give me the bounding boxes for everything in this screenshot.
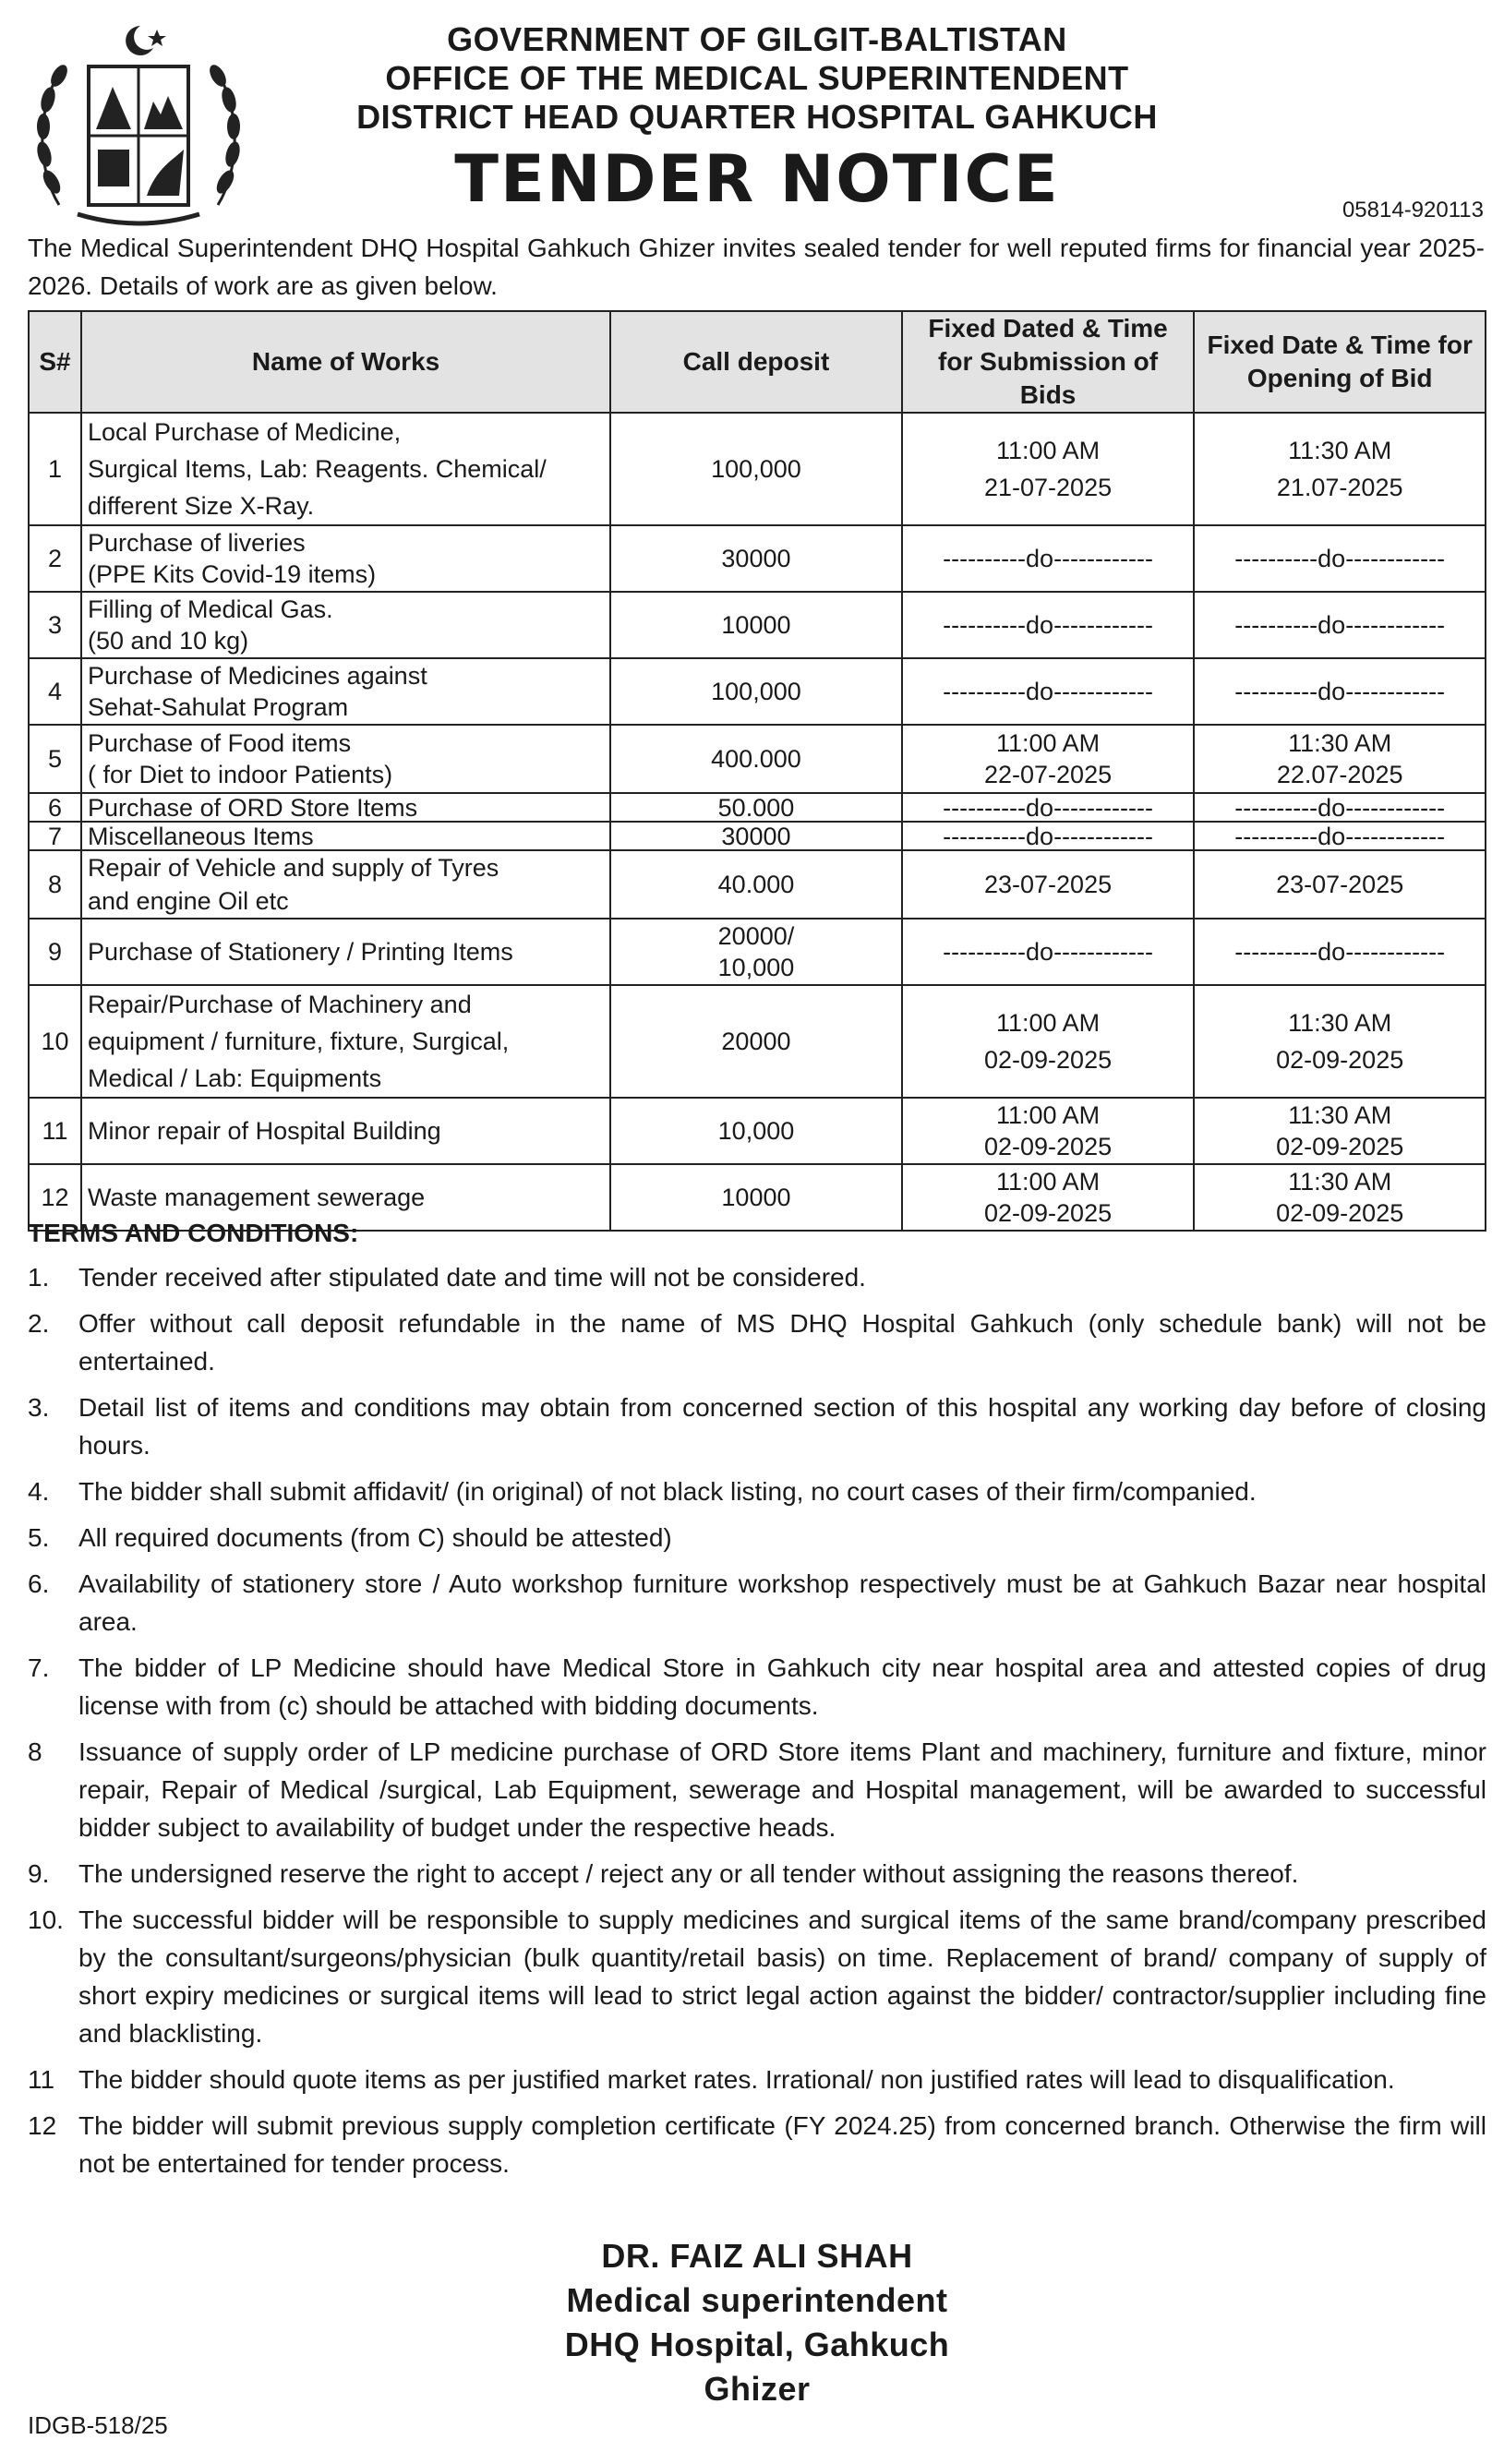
work-line: Repair/Purchase of Machinery and (88, 991, 472, 1018)
submission-date: 21-07-2025 (983, 474, 1113, 501)
row-deposit: 100,000 (610, 413, 902, 525)
row-deposit: 10,000 (610, 1098, 902, 1164)
term-text: Availability of stationery store / Auto workshop furniture workshop respectively must be at Gahkuch Bazar near hospital area. (78, 1569, 1486, 1636)
col-header-opening: Fixed Date & Time for Opening of Bid (1194, 311, 1486, 413)
list-item (28, 2061, 1486, 2098)
row-deposit: 10000 (610, 1164, 902, 1231)
table-row (29, 822, 1486, 850)
signatory-district: Ghizer (704, 2370, 811, 2408)
row-opening: ----------do------------ (1194, 658, 1486, 725)
office-heading: OFFICE OF THE MEDICAL SUPERINTENDENT (385, 59, 1129, 97)
term-number: 2. (28, 1309, 50, 1338)
row-submission: ----------do------------ (902, 525, 1195, 592)
row-submission: ----------do------------ (902, 658, 1195, 725)
row-opening: ----------do------------ (1194, 919, 1486, 985)
term-number: 10. (28, 1905, 64, 1934)
row-submission: ----------do------------ (902, 822, 1195, 850)
signatory-designation: Medical superintendent (566, 2281, 948, 2319)
row-sno: 6 (29, 793, 81, 822)
term-text: All required documents (from C) should be attested) (78, 1523, 672, 1552)
term-text: Offer without call deposit refundable in the name of MS DHQ Hospital Gahkuch (only schedule bank) will not be entertained. (78, 1309, 1486, 1376)
row-deposit: 50.000 (610, 793, 902, 822)
list-item (28, 1519, 1486, 1557)
term-text: The bidder will submit previous supply completion certificate (FY 2024.25) from concerned branch. Otherwise the firm will not be entertained for tender process. (78, 2111, 1486, 2178)
work-line: Medical / Lab: Equipments (88, 1064, 382, 1092)
row-opening (1194, 1164, 1486, 1231)
term-text: Detail list of items and conditions may obtain from concerned section of this hospital any working day before of closing hours. (78, 1393, 1486, 1460)
submission-time: 11:00 AM (996, 1009, 1101, 1037)
table-header-row (29, 311, 1486, 413)
row-opening: 23-07-2025 (1194, 850, 1486, 919)
list-item (28, 1855, 1486, 1893)
table-row (29, 985, 1486, 1098)
term-number: 4. (28, 1477, 50, 1506)
row-deposit: 30000 (610, 822, 902, 850)
list-item (28, 1388, 1486, 1464)
col-header-name: Name of Works (81, 311, 610, 413)
work-line: ( for Diet to indoor Patients) (88, 761, 393, 788)
work-line: equipment / furniture, fixture, Surgical, (88, 1028, 510, 1055)
row-work (81, 413, 610, 525)
col-header-submission: Fixed Dated & Time for Submission of Bids (902, 311, 1195, 413)
work-line: Repair of Vehicle and supply of Tyres (88, 854, 499, 882)
signatory-name: DR. FAIZ ALI SHAH (601, 2237, 913, 2275)
phone-number: 05814-920113 (1342, 198, 1484, 222)
table-row (29, 658, 1486, 725)
list-item (28, 1304, 1486, 1380)
list-item (28, 1901, 1486, 2052)
term-number: 11 (28, 2065, 55, 2094)
row-submission: ----------do------------ (902, 793, 1195, 822)
list-item (28, 1733, 1486, 1846)
opening-time: 11:30 AM (1288, 1009, 1392, 1037)
row-sno: 9 (29, 919, 81, 985)
row-deposit: 40.000 (610, 850, 902, 919)
col-header-deposit: Call deposit (610, 311, 902, 413)
row-opening (1194, 985, 1486, 1098)
row-opening: ----------do------------ (1194, 525, 1486, 592)
opening-time: 11:30 AM (1288, 729, 1392, 757)
term-number: 5. (28, 1523, 50, 1552)
row-work (81, 850, 610, 919)
row-submission: ----------do------------ (902, 592, 1195, 658)
gilgit-baltistan-emblem-icon (31, 20, 246, 234)
row-opening: ----------do------------ (1194, 793, 1486, 822)
row-work: Purchase of ORD Store Items (81, 793, 610, 822)
row-submission (902, 1164, 1195, 1231)
submission-time: 11:00 AM (996, 729, 1101, 757)
terms-list (28, 1258, 1486, 2191)
row-opening: ----------do------------ (1194, 592, 1486, 658)
opening-date: 02-09-2025 (1276, 1199, 1404, 1227)
tender-table (28, 310, 1486, 1232)
row-deposit (610, 919, 902, 985)
term-text: The undersigned reserve the right to accept / reject any or all tender without assigning the reasons thereof. (78, 1859, 1299, 1888)
work-line: Surgical Items, Lab: Reagents. Chemical/ (88, 455, 547, 483)
terms-heading: TERMS AND CONDITIONS: (28, 1219, 359, 1247)
work-line: Purchase of Medicines against (88, 662, 427, 690)
table-row (29, 1098, 1486, 1164)
row-work (81, 525, 610, 592)
term-text: The bidder of LP Medicine should have Medical Store in Gahkuch city near hospital area and attested copies of drug license with from (c) should be attached with bidding documents. (78, 1653, 1486, 1720)
work-line: different Size X-Ray. (88, 492, 315, 520)
row-submission (902, 1098, 1195, 1164)
government-heading: GOVERNMENT OF GILGIT-BALTISTAN (447, 20, 1067, 58)
row-sno: 1 (29, 413, 81, 525)
row-sno: 12 (29, 1164, 81, 1231)
row-work: Purchase of Stationery / Printing Items (81, 919, 610, 985)
row-submission (902, 725, 1195, 793)
hospital-heading: DISTRICT HEAD QUARTER HOSPITAL GAHKUCH (356, 98, 1158, 136)
term-text: Issuance of supply order of LP medicine purchase of ORD Store items Plant and machinery, furniture and fixture, minor repair, Repair of Medical /surgical, Lab Equipment, sewerage and Hospital management, will be awarded to successful bidder subject to availability of budget under the respective heads. (78, 1737, 1486, 1842)
list-item (28, 1649, 1486, 1725)
row-work (81, 658, 610, 725)
row-work (81, 725, 610, 793)
table-row (29, 850, 1486, 919)
table-row (29, 413, 1486, 525)
table-row (29, 592, 1486, 658)
row-sno: 11 (29, 1098, 81, 1164)
row-work: Minor repair of Hospital Building (81, 1098, 610, 1164)
row-deposit: 20000 (610, 985, 902, 1098)
row-submission: 23-07-2025 (902, 850, 1195, 919)
submission-date: 02-09-2025 (983, 1133, 1113, 1160)
row-work (81, 592, 610, 658)
submission-date: 02-09-2025 (983, 1046, 1113, 1074)
list-item (28, 1258, 1486, 1296)
opening-date: 02-09-2025 (1276, 1046, 1404, 1074)
term-number: 8 (28, 1737, 42, 1766)
signature-block (397, 2234, 1117, 2411)
term-text: The bidder shall submit affidavit/ (in original) of not black listing, no court cases of their firm/companied. (78, 1477, 1257, 1506)
table-row (29, 793, 1486, 822)
row-opening (1194, 1098, 1486, 1164)
reference-number: IDGB-518/25 (28, 2411, 168, 2439)
row-submission (902, 985, 1195, 1098)
row-deposit: 10000 (610, 592, 902, 658)
submission-time: 11:00 AM (996, 1168, 1101, 1196)
row-deposit: 100,000 (610, 658, 902, 725)
work-line: Local Purchase of Medicine, (88, 418, 402, 446)
submission-date: 02-09-2025 (983, 1199, 1113, 1227)
deposit-line: 20000/ (717, 922, 795, 950)
col-header-sno: S# (29, 311, 81, 413)
table-row (29, 725, 1486, 793)
submission-time: 11:00 AM (996, 437, 1101, 464)
signatory-office: DHQ Hospital, Gahkuch (564, 2326, 950, 2363)
opening-date: 22.07-2025 (1276, 761, 1403, 788)
row-sno: 2 (29, 525, 81, 592)
row-sno: 10 (29, 985, 81, 1098)
term-number: 9. (28, 1859, 50, 1888)
row-opening (1194, 725, 1486, 793)
work-line: (PPE Kits Covid-19 items) (88, 560, 377, 588)
row-work (81, 985, 610, 1098)
row-work: Miscellaneous Items (81, 822, 610, 850)
work-line: Purchase of liveries (88, 529, 306, 557)
term-number: 12 (28, 2111, 57, 2140)
work-line: Purchase of Food items (88, 729, 352, 757)
list-item (28, 1565, 1486, 1641)
row-sno: 4 (29, 658, 81, 725)
row-submission: ----------do------------ (902, 919, 1195, 985)
row-sno: 3 (29, 592, 81, 658)
term-text: Tender received after stipulated date and time will not be considered. (78, 1263, 866, 1292)
term-number: 6. (28, 1569, 50, 1598)
work-line: (50 and 10 kg) (88, 627, 249, 655)
row-deposit: 400.000 (610, 725, 902, 793)
opening-date: 02-09-2025 (1276, 1133, 1404, 1160)
intro-paragraph: The Medical Superintendent DHQ Hospital Gahkuch Ghizer invites sealed tender for well reputed firms for financial year 2025-2026. Details of work are as given below. (28, 234, 1485, 300)
work-line: and engine Oil etc (88, 887, 289, 915)
deposit-line: 10,000 (717, 954, 795, 981)
page-title: TENDER NOTICE (454, 141, 1060, 217)
header (277, 20, 1237, 218)
work-line: Filling of Medical Gas. (88, 595, 333, 623)
term-number: 7. (28, 1653, 50, 1682)
list-item (28, 1472, 1486, 1510)
row-sno: 7 (29, 822, 81, 850)
row-work: Waste management sewerage (81, 1164, 610, 1231)
opening-time: 11:30 AM (1288, 1168, 1392, 1196)
opening-date: 21.07-2025 (1276, 474, 1403, 501)
table-row (29, 919, 1486, 985)
row-sno: 5 (29, 725, 81, 793)
list-item (28, 2107, 1486, 2182)
opening-time: 11:30 AM (1288, 437, 1392, 464)
row-deposit: 30000 (610, 525, 902, 592)
submission-date: 22-07-2025 (983, 761, 1113, 788)
term-number: 3. (28, 1393, 50, 1422)
table-row (29, 525, 1486, 592)
row-submission (902, 413, 1195, 525)
row-opening (1194, 413, 1486, 525)
row-sno: 8 (29, 850, 81, 919)
row-opening: ----------do------------ (1194, 822, 1486, 850)
submission-time: 11:00 AM (996, 1101, 1101, 1129)
term-text: The successful bidder will be responsible to supply medicines and surgical items of the same brand/company prescribed by the consultant/surgeons/physician (bulk quantity/retail basis) on time. Replacement of brand/ company of supply of short expiry medicines or surgical items will lead to strict legal action against the bidder/ contractor/supplier including fine and blacklisting. (78, 1905, 1486, 2048)
work-line: Sehat-Sahulat Program (88, 693, 349, 721)
term-number: 1. (28, 1263, 50, 1292)
opening-time: 11:30 AM (1288, 1101, 1392, 1129)
term-text: The bidder should quote items as per justified market rates. Irrational/ non justified rates will lead to disqualification. (78, 2065, 1395, 2094)
